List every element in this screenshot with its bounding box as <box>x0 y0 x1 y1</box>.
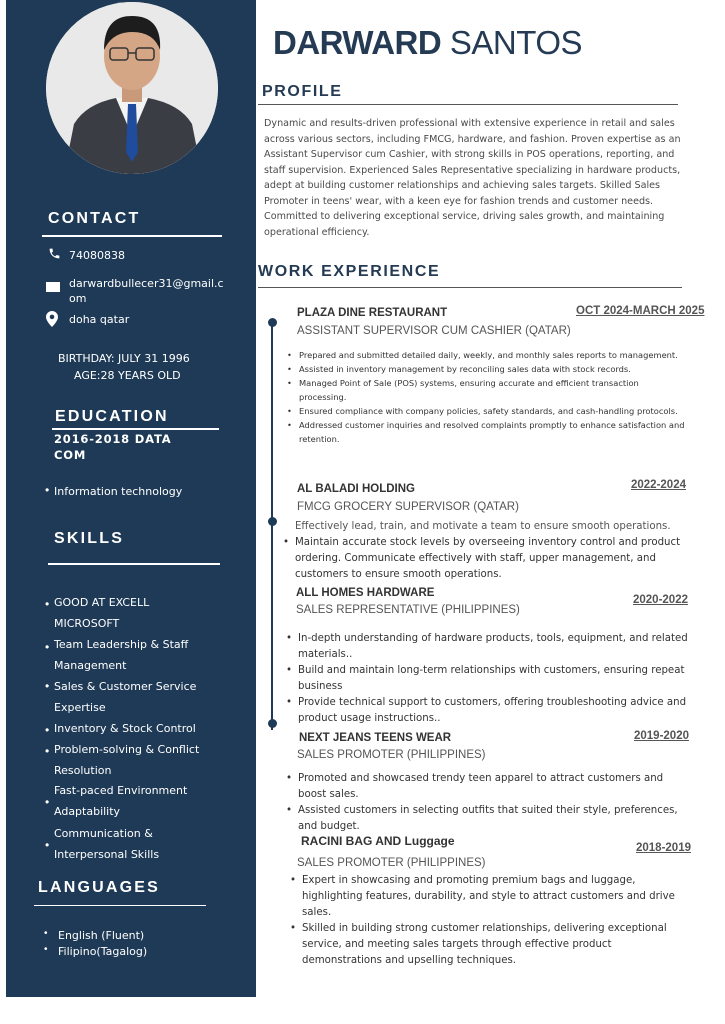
skill-item <box>54 676 196 718</box>
job-date: OCT 2024-MARCH 2025 <box>576 305 705 317</box>
language-item: Filipino(Tagalog) <box>58 945 148 958</box>
job-company: RACINI BAG AND Luggage <box>301 834 455 848</box>
person-photo-illustration <box>46 2 218 174</box>
job-role: ASSISTANT SUPERVISOR CUM CASHIER (QATAR) <box>297 325 571 337</box>
duty-item: • Managed Point of Sale (POS) systems, ensuring accurate and efficient transaction processing. <box>287 376 687 404</box>
education-years: 2016-2018 DATA <box>54 432 172 446</box>
language-item: English (Fluent) <box>58 929 145 942</box>
profile-photo <box>46 2 218 174</box>
last-name: SANTOS <box>449 24 582 61</box>
job-date: 2022-2024 <box>631 479 686 491</box>
job-duties <box>283 535 683 583</box>
skill-line: Inventory & Stock Control <box>54 722 196 735</box>
skill-item <box>54 780 187 822</box>
education-heading: EDUCATION <box>55 408 169 425</box>
email-address[interactable] <box>69 276 224 306</box>
duty-item: • Promoted and showcased trendy teen apparel to attract customers and boost sales. <box>286 771 694 803</box>
job-intro: Effectively lead, train, and motivate a team to ensure smooth operations. <box>295 521 671 532</box>
phone-number[interactable]: 74080838 <box>69 249 125 262</box>
skill-line: MICROSOFT <box>54 617 120 630</box>
languages-divider <box>34 905 206 906</box>
profile-divider <box>258 104 678 105</box>
job-company: NEXT JEANS TEENS WEAR <box>299 732 452 744</box>
job-date: 2019-2020 <box>634 730 689 742</box>
skill-line: Adaptability <box>54 805 121 818</box>
duty-item: • Provide technical support to customers, offering troubleshooting advice and product usage instructions.. <box>286 695 688 727</box>
job-role: FMCG GROCERY SUPERVISOR (QATAR) <box>297 501 519 513</box>
envelope-icon <box>46 282 60 292</box>
profile-heading: PROFILE <box>262 83 343 100</box>
skill-line: Communication & <box>54 827 153 840</box>
job-role: SALES PROMOTER (PHILIPPINES) <box>297 749 486 761</box>
job-duties <box>286 631 688 727</box>
skill-line: Fast-paced Environment <box>54 784 188 797</box>
duty-item: • Prepared and submitted detailed daily, weekly, and monthly sales reports to management. <box>287 348 687 362</box>
education-school: COM <box>54 448 87 462</box>
duty-item: • Skilled in building strong customer relationships, delivering exceptional service, and meeting sales targets through effective product demonstrations and upselling techniques. <box>290 921 692 969</box>
profile-summary: Dynamic and results-driven professional with extensive experience in retail and sales across various sectors, including FMCG, hardware, and fashion. Proven expertise as an Assistant Supervisor cum Cashier, with strong skills in POS operations, reporting, and staff supervision. Experienced Sales Representative specializing in hardware products, adept at building customer relationships and achieving sales targets. Skilled Sales Promoter in teens' wear, with a keen eye for fashion trends and customer needs. Committed to delivering exceptional service, driving sales growth, and maintaining operational efficiency. <box>264 118 681 238</box>
skill-line: Problem-solving & Conflict <box>54 743 200 756</box>
first-name: DARWARD <box>273 24 442 61</box>
contact-heading: CONTACT <box>48 210 141 227</box>
birthday: BIRTHDAY: JULY 31 1996 <box>58 352 190 365</box>
skill-item <box>54 592 149 634</box>
skill-item <box>54 634 188 676</box>
job-duties <box>286 771 694 835</box>
duty-item: • Addressed customer inquiries and resolved complaints promptly to enhance satisfaction and retention. <box>287 418 687 446</box>
education-bullet: • <box>45 483 50 497</box>
skill-line: Resolution <box>54 764 112 777</box>
job-role: SALES REPRESENTATIVE (PHILIPPINES) <box>296 604 520 616</box>
education-divider <box>52 428 219 430</box>
duty-item: • Assisted in inventory management by reconciling sales data with stock records. <box>287 362 687 376</box>
skill-line: Management <box>54 659 127 672</box>
duty-item: • Assisted customers in selecting outfits that suited their style, preferences, and budget. <box>286 803 694 835</box>
experience-heading: WORK EXPERIENCE <box>258 263 441 280</box>
map-pin-icon <box>46 311 58 327</box>
experience-divider <box>258 287 682 288</box>
timeline-dot <box>268 719 277 728</box>
sidebar: CONTACT 74080838 darwardbullecer31@gmail.c om doha qatar BIRTHDAY: JULY 31 1996 AGE:28 YEARS OLD EDUCATION 2016-2018 DATA COM • Information technology SKILLS • GOOD AT EXCELL MICROSOFT • Team Leadership & Staff Management • Sales & Customer Service Expertise • Inventory & Stock Control • Problem-solving & Conflict Resolution • Fast-paced Environment Adaptability • Communication & Interpersonal Skills LANGUAGES • English (Fluent) • Filipino(Tagalog) <box>6 0 256 997</box>
languages-heading: LANGUAGES <box>38 879 161 896</box>
duty-item: • Maintain accurate stock levels by overseeing inventory control and product ordering. Communicate effectively with staff, upper management, and customers to ensure smooth operations. <box>283 535 683 583</box>
skills-heading: SKILLS <box>54 530 125 547</box>
job-date: 2018-2019 <box>636 842 691 854</box>
skill-line: GOOD AT EXCELL <box>54 596 150 609</box>
location: doha qatar <box>69 313 130 326</box>
duty-item: • Build and maintain long-term relationships with customers, ensuring repeat business <box>286 663 688 695</box>
contact-divider <box>42 235 222 237</box>
skill-item <box>54 823 159 865</box>
skill-line: Expertise <box>54 701 106 714</box>
skill-line: Team Leadership & Staff <box>54 638 189 651</box>
duty-item: • Ensured compliance with company policies, safety standards, and cash-handling protocols. <box>287 404 687 418</box>
job-role: SALES PROMOTER (PHILIPPINES) <box>297 857 486 869</box>
skill-line: Sales & Customer Service <box>54 680 197 693</box>
job-company: AL BALADI HOLDING <box>297 483 415 495</box>
job-date: 2020-2022 <box>633 594 688 606</box>
duty-item: • Expert in showcasing and promoting premium bags and luggage, highlighting features, durability, and style to attract customers and drive sales. <box>290 873 692 921</box>
job-duties <box>290 873 692 969</box>
job-company: ALL HOMES HARDWARE <box>296 587 435 599</box>
candidate-name <box>273 24 582 62</box>
job-company: PLAZA DINE RESTAURANT <box>297 307 448 319</box>
skill-item <box>54 718 196 739</box>
skill-item <box>54 739 199 781</box>
email-line-2: om <box>69 292 87 305</box>
age: AGE:28 YEARS OLD <box>74 369 181 382</box>
phone-icon <box>48 247 61 260</box>
timeline-dot <box>268 318 277 327</box>
education-course: Information technology <box>54 485 183 498</box>
skill-line: Interpersonal Skills <box>54 848 160 861</box>
timeline-dot <box>268 517 277 526</box>
job-duties <box>287 348 687 446</box>
skills-divider <box>48 563 220 565</box>
duty-item: • In-depth understanding of hardware products, tools, equipment, and related materials.. <box>286 631 688 663</box>
email-line-1: darwardbullecer31@gmail.c <box>69 277 224 290</box>
